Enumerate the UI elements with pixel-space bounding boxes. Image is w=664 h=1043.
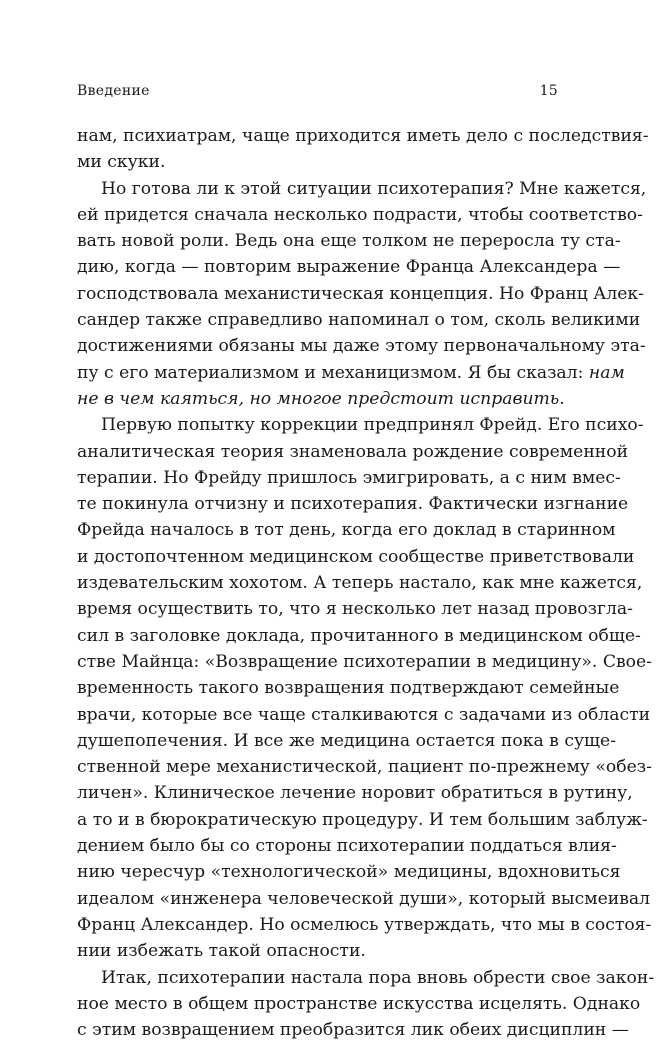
text-line: нам, психиатрам, чаще приходится иметь дело с последствия- — [77, 126, 649, 146]
text-line: Первую попытку коррекции предпринял Фрейд. Его психо- — [101, 415, 644, 436]
running-head — [77, 83, 558, 103]
text-line: не в чем каяться, но многое предстоит исправить. — [77, 388, 565, 409]
text-line: личен». Клиническое лечение норовит обратиться в рутину, — [77, 783, 633, 804]
text-line: сил в заголовке доклада, прочитанного в медицинском обще- — [77, 625, 641, 646]
text-line: врачи, которые все чаще сталкиваются с задачами из области — [77, 704, 651, 725]
body-text — [77, 123, 655, 1043]
italic-text: не в чем каяться, но многое предстоит исправить — [77, 388, 560, 409]
text-line: Франц Александер. Но осмелюсь утверждать, что мы в состоя- — [77, 914, 652, 935]
text-line: временность такого возвращения подтверждают семейные — [77, 678, 620, 699]
text-line: аналитическая теория знаменовала рождение современной — [77, 441, 629, 462]
text-line: нию чересчур «технологической» медицины, вдохновиться — [77, 862, 621, 883]
text-line: ное место в общем пространстве искусства исцелять. Однако — [77, 993, 641, 1014]
text-line: дением было бы со стороны психотерапии поддаться влия- — [77, 836, 617, 857]
text-line: Но готова ли к этой ситуации психотерапия? Мне кажется, — [101, 178, 647, 199]
text-line: стве Майнца: «Возвращение психотерапии в медицину». Свое- — [77, 651, 652, 672]
text-line: пу с его материализмом и механицизмом. Я бы сказал: нам — [77, 362, 625, 383]
text-line: а то и в бюрократическую процедуру. И тем большим заблуж- — [77, 809, 648, 830]
text-line: идеалом «инженера человеческой души», который высмеивал — [77, 888, 651, 909]
text-line: те покинула отчизну и психотерапия. Фактически изгнание — [77, 494, 629, 515]
text-line: нии избежать такой опасности. — [77, 941, 366, 962]
text-line: терапии. Но Фрейду пришлось эмигрировать, а с ним вмес- — [77, 467, 621, 488]
page-number: 15 — [539, 83, 558, 99]
text-line: сандер также справедливо напоминал о том, сколь великими — [77, 310, 641, 331]
section-title: Введение — [77, 83, 150, 99]
text-line: с этим возвращением преобразится лик обеих дисциплин — — [77, 1020, 629, 1041]
text-line: вать новой роли. Ведь она еще толком не переросла ту ста- — [77, 231, 621, 252]
text-line: издевательским хохотом. А теперь настало, как мне кажется, — [77, 573, 643, 594]
text-line: господствовала механистическая концепция. Но Франц Алек- — [77, 283, 644, 304]
text-line: достижениями обязаны мы даже этому первоначальному эта- — [77, 336, 646, 357]
text-line: ми скуки. — [77, 152, 166, 173]
italic-text: нам — [588, 362, 625, 383]
text-line: Фрейда началось в тот день, когда его доклад в старинном — [77, 520, 616, 541]
text-line: дию, когда — повторим выражение Франца Александера — — [77, 257, 621, 278]
text-line: время осуществить то, что я несколько лет назад провозгла- — [77, 599, 633, 620]
text-line: ей придется сначала несколько подрасти, чтобы соответство- — [77, 204, 643, 225]
text-line: ственной мере механистической, пациент по-прежнему «обез- — [77, 757, 652, 778]
text-line: и достопочтенном медицинском сообществе приветствовали — [77, 546, 635, 567]
text-line: Итак, психотерапии настала пора вновь обрести свое закон- — [101, 967, 655, 988]
text-line: душепопечения. И все же медицина остается пока в суще- — [77, 730, 617, 751]
